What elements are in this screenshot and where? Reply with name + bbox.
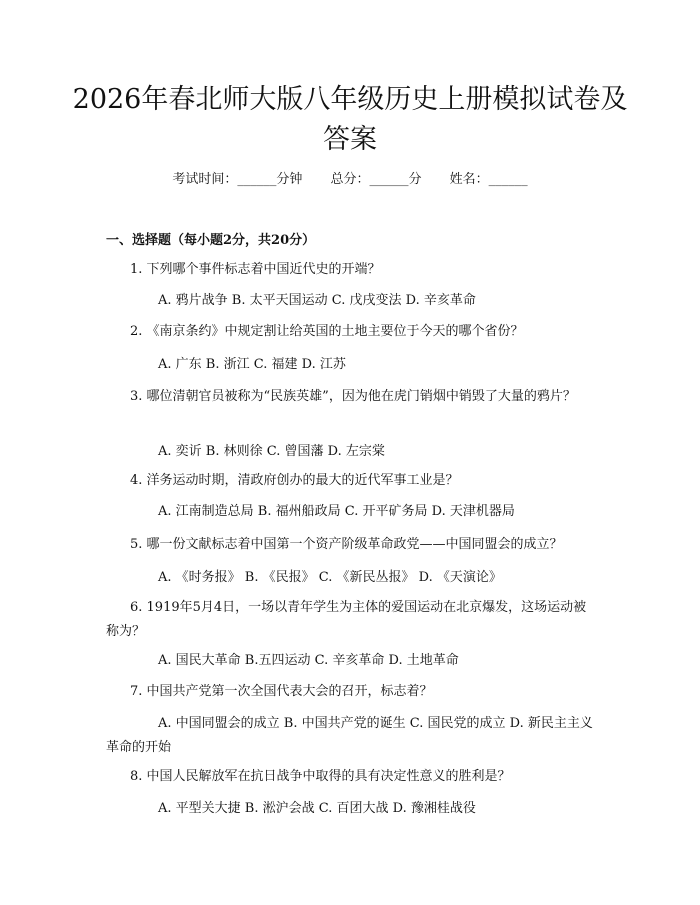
question-6: 6. 1919年5月4日，一场以青年学生为主体的爱国运动在北京爆发，这场运动被称为？ [106, 600, 587, 639]
exam-time-field: 考试时间：______分钟 [172, 172, 303, 187]
question-1: 1. 下列哪个事件标志着中国近代史的开端？ [130, 262, 381, 277]
question-1-options: A. 鸦片战争 B. 太平天国运动 C. 戊戌变法 D. 辛亥革命 [158, 293, 476, 308]
question-8-options: A. 平型关大捷 B. 淞沪会战 C. 百团大战 D. 豫湘桂战役 [158, 801, 476, 816]
total-score-field: 总分：______分 [330, 172, 422, 187]
question-4-options: A. 江南制造总局 B. 福州船政局 C. 开平矿务局 D. 天津机器局 [158, 504, 515, 519]
question-5: 5. 哪一份文献标志着中国第一个资产阶级革命政党——中国同盟会的成立？ [130, 537, 563, 552]
exam-info [0, 171, 700, 189]
question-3-options: A. 奕䜣 B. 林则徐 C. 曾国藩 D. 左宗棠 [158, 444, 385, 459]
question-4: 4. 洋务运动时期，清政府创办的最大的近代军事工业是？ [130, 473, 459, 488]
page-title: 2026年春北师大版八年级历史上册模拟试卷及答案 [72, 84, 628, 155]
question-7: 7. 中国共产党第一次全国代表大会的召开，标志着？ [130, 684, 433, 699]
question-7-options: A. 中国同盟会的成立 B. 中国共产党的诞生 C. 国民党的成立 D. 新民主主义革命的开始 [106, 716, 593, 755]
section-title: 一、选择题（每小题2分，共20分） [106, 233, 316, 248]
question-5-options: A. 《时务报》 B. 《民报》 C. 《新民丛报》 D. 《天演论》 [158, 570, 502, 585]
student-name-field: 姓名：______ [449, 172, 528, 187]
question-3: 3. 哪位清朝官员被称为“民族英雄”，因为他在虎门销烟中销毁了大量的鸦片？ [130, 389, 576, 404]
question-8: 8. 中国人民解放军在抗日战争中取得的具有决定性意义的胜利是？ [130, 769, 511, 784]
question-2-options: A. 广东 B. 浙江 C. 福建 D. 江苏 [158, 357, 346, 372]
question-6-options: A. 国民大革命 B.五四运动 C. 辛亥革命 D. 土地革命 [158, 653, 459, 668]
question-2: 2. 《南京条约》中规定割让给英国的土地主要位于今天的哪个省份？ [130, 324, 524, 339]
